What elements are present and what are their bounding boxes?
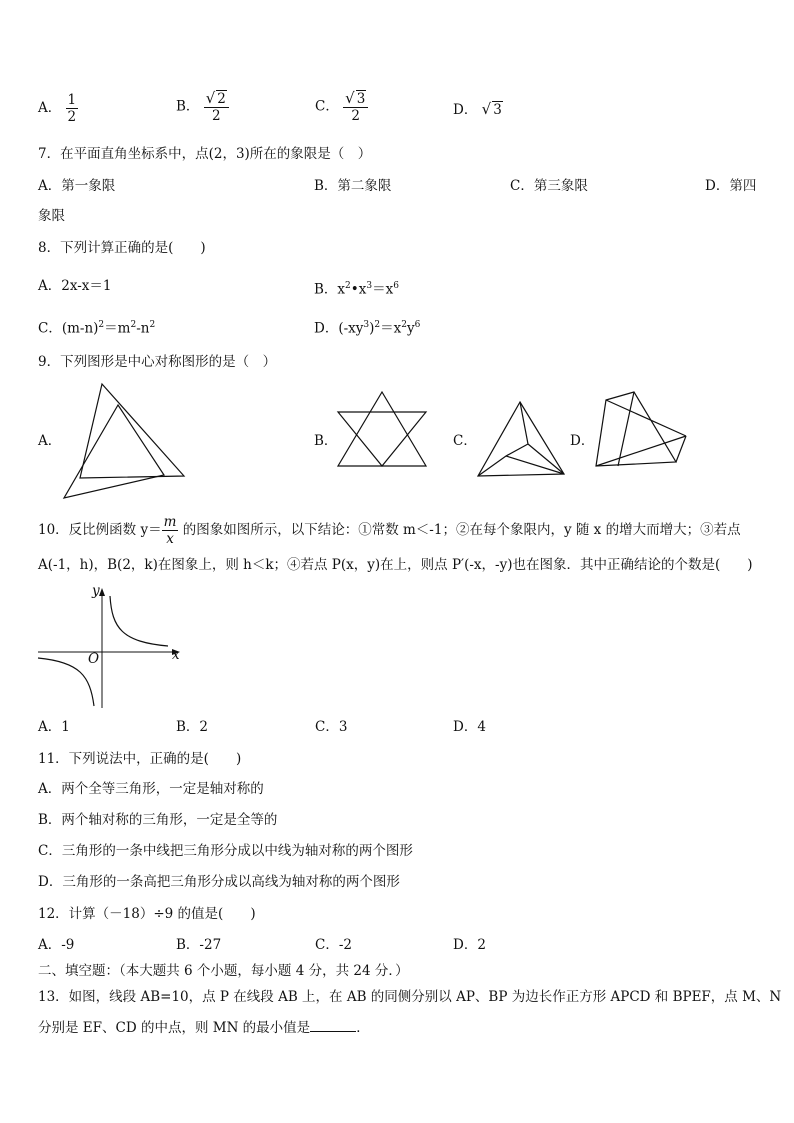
q8-option-d [314, 316, 420, 338]
answer-blank [310, 1031, 356, 1032]
exponent: 2 [345, 281, 351, 291]
exponent: 2 [401, 320, 408, 330]
fraction-numerator: √ 3 [343, 90, 368, 108]
exponent: 2 [149, 320, 156, 330]
radicand: 3 [356, 91, 366, 107]
q7-option-a: A．第一象限 [38, 178, 116, 194]
q11-option-d: D．三角形的一条高把三角形分成以高线为轴对称的两个图形 [38, 874, 400, 890]
fraction-denominator: 2 [67, 109, 77, 125]
q9-figure-c [476, 400, 568, 478]
axis-y-label: y [92, 583, 100, 599]
text: 10．反比例函数 y＝ [38, 522, 162, 538]
text: ) [369, 320, 375, 337]
exponent: 2 [98, 320, 105, 330]
option-label: A． [38, 100, 62, 116]
text: ＝x [380, 320, 402, 337]
fraction-denominator: 2 [351, 108, 361, 124]
fraction-denominator: 2 [212, 108, 221, 124]
text: -n [136, 320, 150, 337]
text: ． [356, 1020, 370, 1036]
q10-option-d: D．4 [453, 719, 486, 735]
q10-stem-line2: A(-1，h)，B(2，k)在图象上，则 h＜k；④若点 P(x，y)在上，则点 P′(-x，-y)也在图象．其中正确结论的个数是( ) [38, 557, 753, 573]
q8-option-a: A．2x-x＝1 [38, 278, 112, 294]
q12-option-b: B．-27 [176, 937, 222, 953]
q13-stem: 13．如图，线段 AB=10，点 P 在线段 AB 上，在 AB 的同侧分别以 AP、BP 为边长作正方形 APCD 和 BPEF，点 M、N [38, 989, 782, 1005]
text: ＝x [372, 281, 394, 298]
radicand: 3 [493, 102, 502, 118]
fraction [343, 90, 368, 124]
q6-option-c [315, 90, 368, 124]
q9-figure-d [592, 390, 690, 470]
text: y [407, 320, 415, 337]
q7-option-c: C．第三象限 [510, 178, 588, 194]
q9-stem: 9．下列图形是中心对称图形的是（ ） [38, 354, 277, 370]
q9-figure-b [336, 390, 434, 468]
exponent: 2 [374, 320, 381, 330]
q6-option-a [38, 92, 78, 125]
q12-option-d: D．2 [453, 937, 486, 953]
q8-option-b [314, 277, 399, 299]
q10-option-b: B．2 [176, 719, 209, 735]
section-heading: 二、填空题：（本大题共 6 个小题，每小题 4 分，共 24 分．） [38, 963, 409, 979]
q6-option-d: D． √ 3 [453, 100, 502, 118]
q8-option-c [38, 316, 155, 338]
q6-option-b [176, 90, 229, 124]
text: 分别是 EF、CD 的中点，则 MN 的最小值是 [38, 1020, 311, 1036]
q9-option-c: C． [453, 433, 477, 449]
q10-stem [38, 514, 741, 547]
q7-option-d: D．第四 [705, 178, 757, 194]
q7-option-b: B．第二象限 [314, 178, 392, 194]
q11-option-b: B．两个轴对称的三角形，一定是全等的 [38, 812, 278, 828]
q12-option-a: A．-9 [38, 937, 75, 953]
q11-option-a: A．两个全等三角形，一定是轴对称的 [38, 781, 264, 797]
fraction [162, 514, 179, 547]
q10-option-c: C．3 [315, 719, 348, 735]
q10-option-a: A．1 [38, 719, 70, 735]
q7-option-d-continued: 象限 [38, 208, 65, 224]
q10-hyperbola-graph [36, 582, 186, 710]
fraction [204, 90, 229, 124]
text: D．(-xy [314, 320, 364, 337]
exponent: 6 [414, 320, 421, 330]
axis-x-label: x [172, 647, 180, 663]
radicand: 2 [217, 91, 226, 107]
fraction-numerator: m [163, 514, 177, 530]
q9-option-b: B． [314, 433, 338, 449]
exponent: 3 [363, 320, 370, 330]
text: 的图象如图所示，以下结论：①常数 m＜-1；②在每个象限内，y 随 x 的增大而增大；③若点 [178, 522, 741, 538]
option-label: B． [176, 98, 200, 115]
q9-figure-a [58, 380, 190, 502]
q11-stem: 11．下列说法中，正确的是( ) [38, 751, 242, 767]
q7-stem: 7．在平面直角坐标系中，点(2，3)所在的象限是（ ） [38, 146, 372, 162]
option-label: C． [315, 98, 339, 115]
text: B．x [314, 281, 346, 298]
origin-label: O [88, 651, 100, 667]
text: ＝m [104, 320, 131, 337]
fraction [66, 92, 79, 125]
q11-option-c: C．三角形的一条中线把三角形分成以中线为轴对称的两个图形 [38, 843, 413, 859]
exponent: 3 [366, 281, 373, 291]
q12-option-c: C．-2 [315, 937, 352, 953]
q12-stem: 12．计算（－18）÷9 的值是( ) [38, 906, 256, 922]
q9-option-d: D． [570, 433, 595, 449]
fraction-numerator: 1 [67, 92, 77, 108]
fraction-denominator: x [166, 531, 174, 547]
fraction-numerator: √ 2 [204, 90, 229, 108]
text: •x [350, 281, 367, 298]
exponent: 6 [393, 281, 399, 291]
q13-stem-line2 [38, 1019, 370, 1037]
q9-option-a: A． [38, 433, 62, 449]
option-label: D． [453, 102, 478, 118]
exponent: 2 [130, 320, 137, 330]
text: C．(m-n) [38, 320, 99, 337]
q8-stem: 8．下列计算正确的是( ) [38, 240, 206, 256]
